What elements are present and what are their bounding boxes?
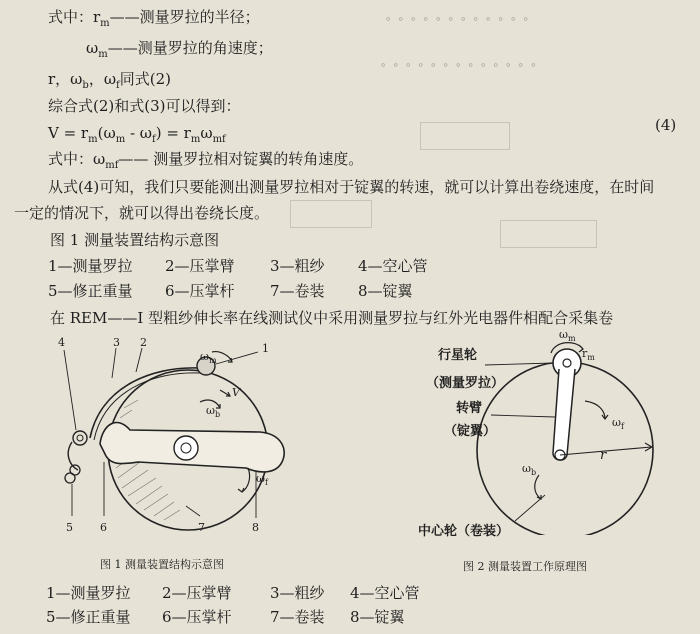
legend-bottom-8: 8—锭翼 bbox=[350, 608, 405, 626]
where-line: 式中：$\omega_{mf}——$ 测量罗拉相对锭翼的转角速度。 bbox=[48, 150, 364, 171]
fig1-label-1: 1 bbox=[262, 342, 269, 355]
def-line-rm: 式中：$r_m——$测量罗拉的半径； bbox=[48, 8, 260, 29]
fig1-label-4: 4 bbox=[58, 336, 65, 349]
legend-bottom-7: 7—卷装 bbox=[270, 608, 325, 626]
legend-top-2: 2—压掌臂 bbox=[165, 257, 235, 275]
legend-top-4: 4—空心管 bbox=[358, 257, 428, 275]
legend-bottom-3: 3—粗纱 bbox=[270, 584, 325, 602]
figure-1-diagram bbox=[20, 338, 320, 548]
legend-top-5: 5—修正重量 bbox=[48, 282, 133, 300]
legend-top-8: 8—锭翼 bbox=[358, 282, 413, 300]
legend-bottom-4: 4—空心管 bbox=[350, 584, 420, 602]
equation-number: (4) bbox=[655, 116, 677, 134]
fig1-velocity: V bbox=[232, 386, 240, 399]
fig1-label-2: 2 bbox=[140, 336, 147, 349]
rem-line: 在 REM——I 型粗纱伸长率在线测试仪中采用测量罗拉与红外光电器件相配合采集卷 bbox=[50, 309, 614, 327]
figure-title: 图 1 测量装置结构示意图 bbox=[50, 231, 220, 249]
fig2-r-m: $r_m$ bbox=[582, 347, 595, 363]
legend-top-1: 1—测量罗拉 bbox=[48, 257, 133, 275]
paragraph-line-1: 从式(4)可知，我们只要能测出测量罗拉相对于锭翼的转速，就可以计算出卷绕速度，在时间 bbox=[48, 178, 655, 196]
def-line-omega-m: $\omega_m——$测量罗拉的角速度； bbox=[86, 39, 273, 60]
legend-top-6: 6—压掌杆 bbox=[165, 282, 235, 300]
bleed-through-text: ∘ ∘ ∘ ∘ ∘ ∘ ∘ ∘ ∘ ∘ ∘ ∘ bbox=[385, 12, 530, 27]
figure-1-caption: 图 1 测量装置结构示意图 bbox=[100, 558, 224, 571]
legend-top-3: 3—粗纱 bbox=[270, 257, 325, 275]
fig1-omega-m: $\omega_m$ bbox=[200, 350, 217, 366]
arm-paren: （锭翼） bbox=[444, 424, 497, 439]
fig2-omega-b: $\omega_b$ bbox=[522, 462, 537, 478]
legend-bottom-2: 2—压掌臂 bbox=[162, 584, 232, 602]
center-wheel-label: 中心轮（卷装） bbox=[418, 524, 510, 539]
fig1-label-8: 8 bbox=[252, 521, 259, 534]
fig2-omega-m: $\omega_m$ bbox=[559, 328, 576, 344]
rotating-arm bbox=[553, 369, 575, 460]
spindle-hub bbox=[174, 436, 198, 460]
hollow-tube bbox=[73, 431, 87, 445]
fig1-label-6: 6 bbox=[100, 521, 107, 534]
equation-4: $V = r_m(\omega_m - \omega_f) = r_m\omega_{mf}$ bbox=[48, 124, 226, 145]
legend-bottom-5: 5—修正重量 bbox=[46, 608, 131, 626]
bleed-through-box bbox=[500, 220, 597, 248]
def-line-same: r，$\omega_b$，$\omega_f$同式(2) bbox=[48, 70, 171, 91]
legend-top-7: 7—卷装 bbox=[270, 282, 325, 300]
fig1-omega-b: $\omega_b$ bbox=[206, 404, 221, 420]
legend-bottom-1: 1—测量罗拉 bbox=[46, 584, 131, 602]
fig1-label-7: 7 bbox=[198, 521, 205, 534]
fig1-label-5: 5 bbox=[66, 521, 73, 534]
fig2-omega-f: $\omega_f$ bbox=[612, 416, 624, 432]
planet-label: 行星轮 bbox=[438, 348, 478, 363]
paragraph-line-2: 一定的情况下，就可以得出卷绕长度。 bbox=[14, 204, 270, 222]
fig1-label-3: 3 bbox=[113, 336, 120, 349]
combine-line: 综合式(2)和式(3)可以得到： bbox=[48, 97, 241, 115]
bleed-through-box bbox=[290, 200, 372, 228]
fig1-omega-f: $\omega_f$ bbox=[256, 472, 268, 488]
bleed-through-box bbox=[420, 122, 510, 150]
fig2-r: r bbox=[600, 448, 607, 463]
figure-2-caption: 图 2 测量装置工作原理图 bbox=[463, 560, 587, 573]
planet-paren: （测量罗拉） bbox=[426, 376, 505, 391]
arm-label: 转臂 bbox=[456, 401, 483, 416]
legend-bottom-6: 6—压掌杆 bbox=[162, 608, 232, 626]
bleed-through-text: ∘ ∘ ∘ ∘ ∘ ∘ ∘ ∘ ∘ ∘ ∘ ∘ ∘ bbox=[380, 58, 538, 73]
